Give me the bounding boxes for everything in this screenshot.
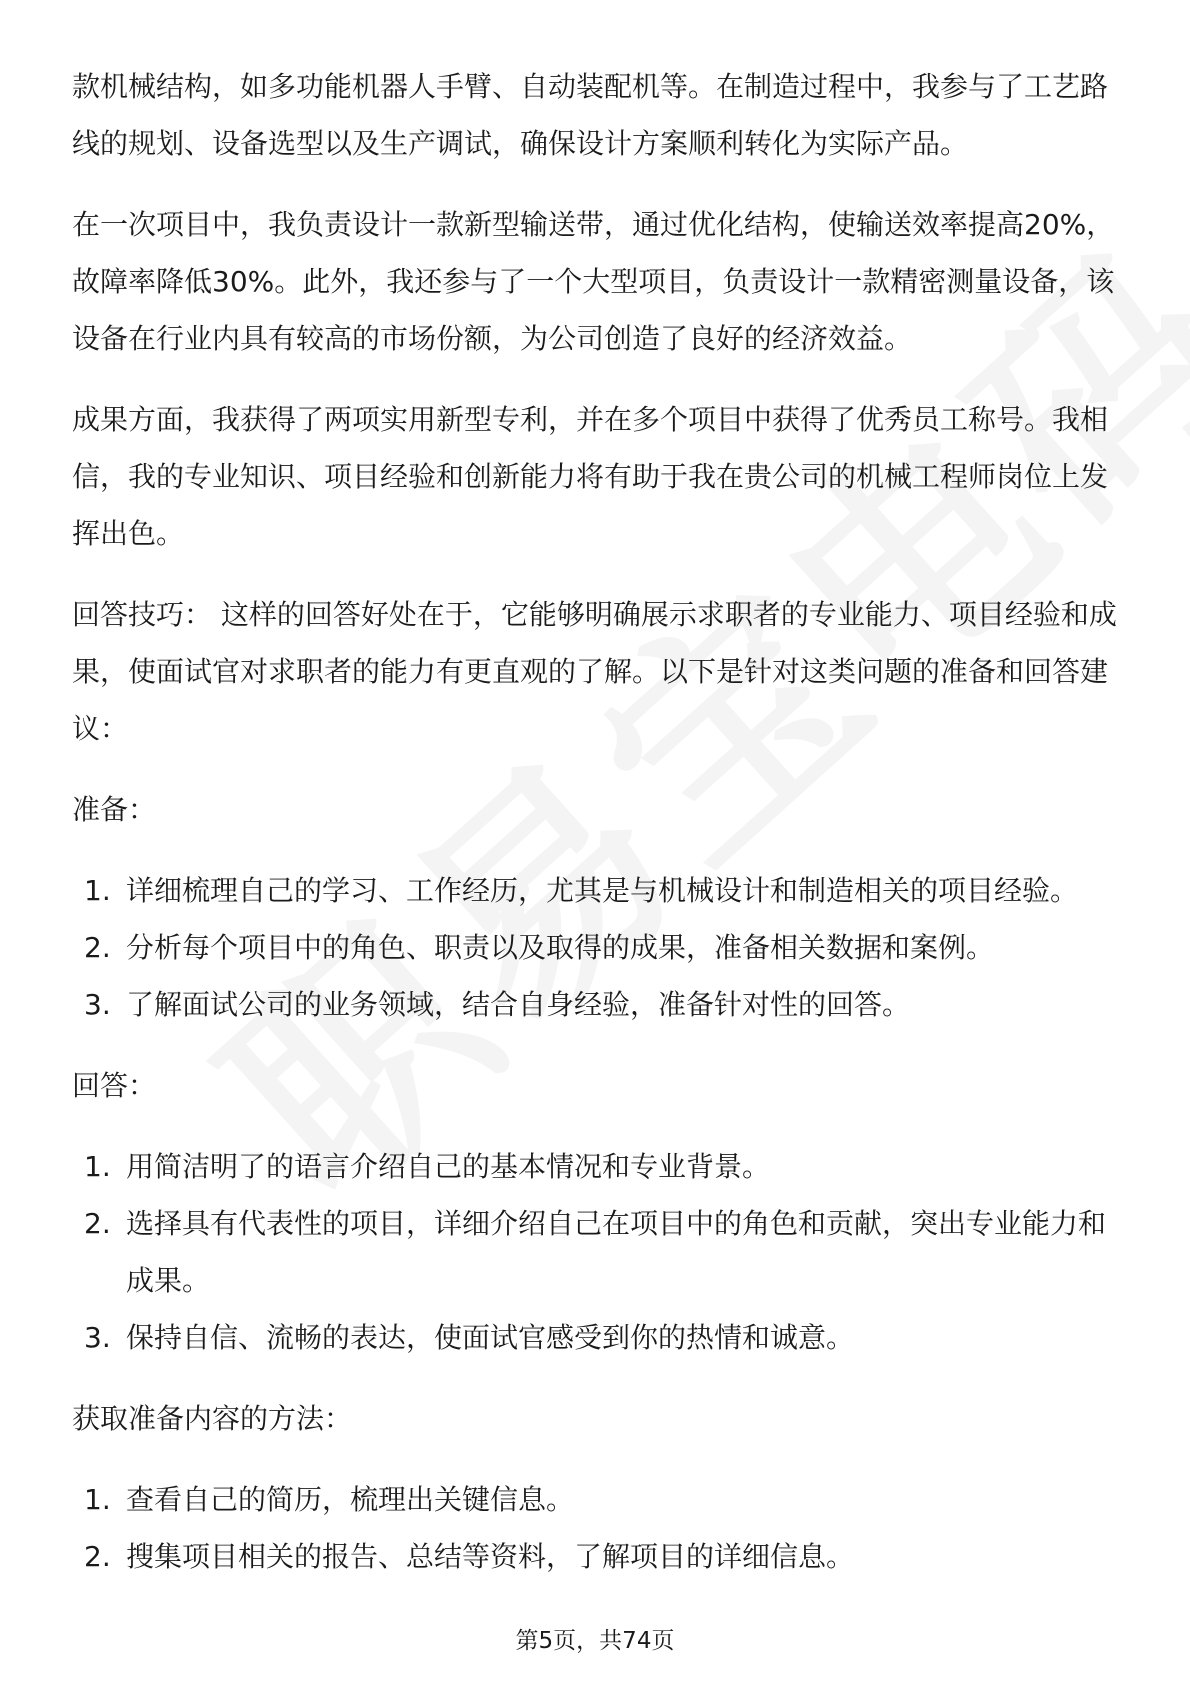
section-heading-prepare: 准备： xyxy=(72,793,157,826)
list-number: 2. xyxy=(84,931,111,964)
list-number: 1. xyxy=(84,874,111,907)
list-item xyxy=(72,1528,1122,1585)
list-number: 2. xyxy=(84,1540,111,1573)
list-text: 分析每个项目中的角色、职责以及取得的成果，准备相关数据和案例。 xyxy=(126,931,995,964)
list-number: 3. xyxy=(84,1321,111,1354)
list-text: 选择具有代表性的项目，详细介绍自己在项目中的角色和贡献，突出专业能力和成果。 xyxy=(126,1207,1107,1297)
paragraph-project: 在一次项目中，我负责设计一款新型输送带，通过优化结构，使输送效率提高20%，故障率降低30%。此外，我还参与了一个大型项目，负责设计一款精密测量设备，该设备在行业内具有较高的市场份额，为公司创造了良好的经济效益。 xyxy=(72,208,1115,355)
list-text: 了解面试公司的业务领域，结合自身经验，准备针对性的回答。 xyxy=(126,988,911,1021)
page-footer: 第5页，共74页 xyxy=(515,1628,675,1654)
section-heading-answer: 回答： xyxy=(72,1069,157,1102)
list-methods xyxy=(72,1471,1122,1585)
list-item xyxy=(72,1138,1122,1195)
paragraph-tips: 回答技巧： 这样的回答好处在于，它能够明确展示求职者的专业能力、项目经验和成果，使面试官对求职者的能力有更直观的了解。以下是针对这类问题的准备和回答建议： xyxy=(72,598,1117,745)
list-prepare xyxy=(72,862,1122,1033)
list-number: 1. xyxy=(84,1483,111,1516)
list-number: 1. xyxy=(84,1150,111,1183)
list-item xyxy=(72,862,1122,919)
list-item xyxy=(72,1471,1122,1528)
document-body xyxy=(72,58,1122,1609)
list-text: 搜集项目相关的报告、总结等资料，了解项目的详细信息。 xyxy=(126,1540,855,1573)
list-answer xyxy=(72,1138,1122,1366)
list-item xyxy=(72,1309,1122,1366)
paragraph-achievements: 成果方面，我获得了两项实用新型专利，并在多个项目中获得了优秀员工称号。我相信，我的专业知识、项目经验和创新能力将有助于我在贵公司的机械工程师岗位上发挥出色。 xyxy=(72,403,1109,550)
list-item xyxy=(72,976,1122,1033)
list-text: 详细梳理自己的学习、工作经历，尤其是与机械设计和制造相关的项目经验。 xyxy=(126,874,1079,907)
list-text: 用简洁明了的语言介绍自己的基本情况和专业背景。 xyxy=(126,1150,771,1183)
section-heading-methods: 获取准备内容的方法： xyxy=(72,1402,353,1435)
list-text: 查看自己的简历，梳理出关键信息。 xyxy=(126,1483,575,1516)
list-item xyxy=(72,1195,1122,1309)
paragraph-intro: 款机械结构，如多功能机器人手臂、自动装配机等。在制造过程中，我参与了工艺路线的规划、设备选型以及生产调试，确保设计方案顺利转化为实际产品。 xyxy=(72,70,1109,160)
list-item xyxy=(72,919,1122,976)
list-number: 3. xyxy=(84,988,111,1021)
list-number: 2. xyxy=(84,1207,111,1240)
list-text: 保持自信、流畅的表达，使面试官感受到你的热情和诚意。 xyxy=(126,1321,855,1354)
